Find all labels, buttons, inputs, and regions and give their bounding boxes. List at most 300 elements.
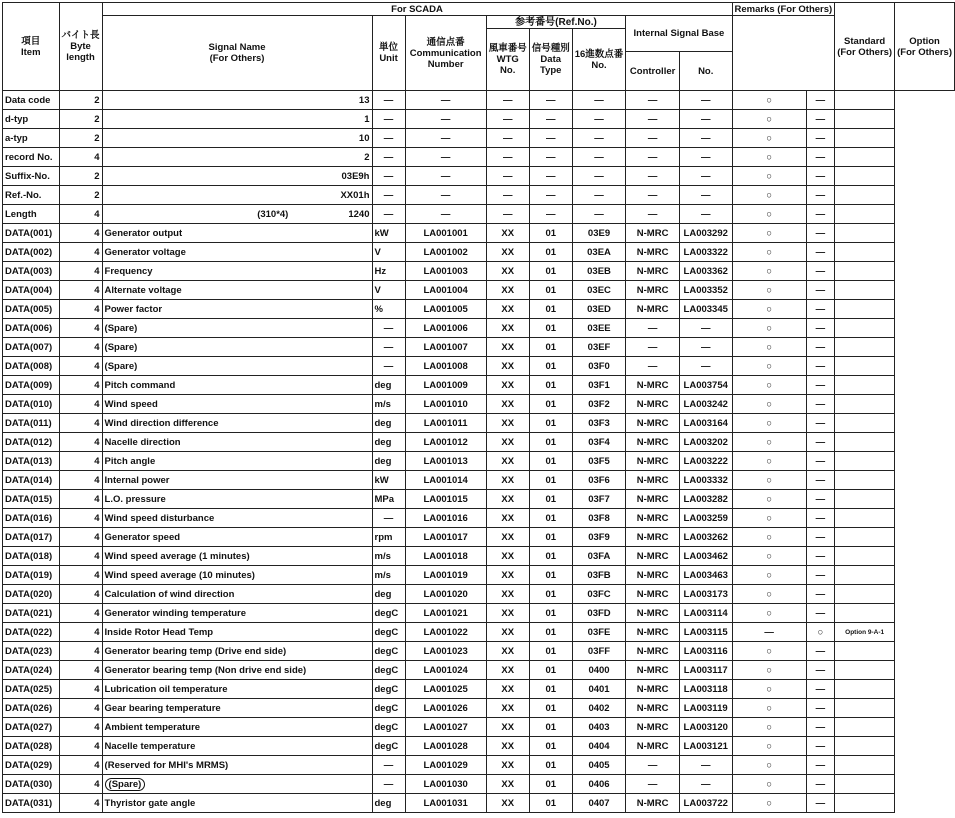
isb-no-cell: LA003462 [679,547,732,566]
option-note-cell [835,585,895,604]
table-row [3,357,955,376]
option-note-cell [835,205,895,224]
comm-number-cell: LA001004 [405,281,486,300]
hex-no-cell: 03EE [572,319,626,338]
option-note-cell [835,224,895,243]
wtg-no-cell: XX [486,452,529,471]
item-cell: DATA(014) [3,471,60,490]
controller-cell: N-MRC [626,794,680,813]
comm-number-cell: LA001013 [405,452,486,471]
option-cell: — [806,243,835,262]
hex-no-cell: 0404 [572,737,626,756]
controller-cell: — [626,91,680,110]
standard-cell: ○ [732,699,806,718]
controller-cell: N-MRC [626,623,680,642]
standard-cell: ○ [732,433,806,452]
standard-cell: ○ [732,110,806,129]
signal-name: Wind speed average (10 minutes) [104,569,255,581]
byte-length-cell: 4 [59,148,102,167]
wtg-no-header: 風車番号 WTG No. [486,29,529,91]
table-row [3,528,955,547]
isb-no-header: No. [679,52,732,91]
byte-length-cell: 2 [59,91,102,110]
signal-name: Generator output [104,227,183,239]
controller-cell: N-MRC [626,414,680,433]
item-cell: DATA(025) [3,680,60,699]
hex-no-cell: 03FC [572,585,626,604]
signal-name-cell [102,91,372,110]
standard-cell: ○ [732,471,806,490]
comm-number-cell: — [405,148,486,167]
standard-cell: ○ [732,718,806,737]
internal-signal-base-header: Internal Signal Base [626,16,732,52]
option-note-cell [835,794,895,813]
hex-no-cell: 0406 [572,775,626,794]
option-cell: — [806,547,835,566]
item-cell: DATA(008) [3,357,60,376]
data-type-cell: 01 [529,509,572,528]
data-type-cell: 01 [529,395,572,414]
table-row [3,737,955,756]
unit-cell: kW [372,471,405,490]
comm-number-cell: LA001023 [405,642,486,661]
signal-name-cell [102,452,372,471]
item-cell: DATA(009) [3,376,60,395]
controller-cell: — [626,357,680,376]
table-row [3,262,955,281]
item-cell: DATA(015) [3,490,60,509]
signal-name-cell [102,281,372,300]
hex-no-cell: — [572,167,626,186]
wtg-no-cell: — [486,186,529,205]
byte-length-cell: 4 [59,471,102,490]
option-cell: — [806,604,835,623]
unit-cell: — [372,509,405,528]
isb-no-cell: LA003114 [679,604,732,623]
isb-no-cell: LA003121 [679,737,732,756]
unit-cell: degC [372,642,405,661]
hex-no-cell: 03F8 [572,509,626,528]
item-cell: DATA(021) [3,604,60,623]
controller-cell: N-MRC [626,509,680,528]
signal-name-cell [102,756,372,775]
table-row [3,395,955,414]
hex-no-cell: 03F2 [572,395,626,414]
signal-name-cell [102,642,372,661]
item-cell: DATA(017) [3,528,60,547]
comm-number-cell: LA001029 [405,756,486,775]
isb-no-cell: — [679,205,732,224]
option-note-cell [835,243,895,262]
item-cell: DATA(023) [3,642,60,661]
signal-name: Generator speed [104,531,181,543]
byte-length-cell: 4 [59,224,102,243]
standard-cell: ○ [732,680,806,699]
isb-no-cell: — [679,110,732,129]
byte-length-cell: 4 [59,414,102,433]
wtg-no-cell: XX [486,509,529,528]
option-cell: — [806,490,835,509]
isb-no-cell: LA003259 [679,509,732,528]
signal-value: 2 [364,151,370,163]
table-row [3,167,955,186]
controller-cell: N-MRC [626,300,680,319]
option-note-cell [835,756,895,775]
unit-cell: — [372,756,405,775]
table-row [3,642,955,661]
isb-no-cell: LA003352 [679,281,732,300]
option-cell: ○ [806,623,835,642]
isb-no-cell: LA003322 [679,243,732,262]
standard-cell: ○ [732,490,806,509]
byte-length-cell: 2 [59,129,102,148]
controller-cell: — [626,167,680,186]
table-row [3,566,955,585]
option-note-cell [835,395,895,414]
signal-name: Generator voltage [104,246,186,258]
signal-name: Wind speed average (1 minutes) [104,550,250,562]
table-body [3,91,955,813]
table-row [3,433,955,452]
byte-length-header: バイト長 Byte length [59,3,102,91]
item-cell: DATA(003) [3,262,60,281]
option-note-cell [835,528,895,547]
standard-cell: ○ [732,566,806,585]
signal-name: Pitch angle [104,455,156,467]
isb-no-cell: LA003222 [679,452,732,471]
standard-cell: ○ [732,205,806,224]
wtg-no-cell: XX [486,718,529,737]
table-row [3,585,955,604]
data-type-cell: 01 [529,756,572,775]
signal-name: Wind direction difference [104,417,219,429]
option-cell: — [806,699,835,718]
data-type-cell: 01 [529,566,572,585]
hex-no-cell: 03F3 [572,414,626,433]
item-cell: DATA(024) [3,661,60,680]
standard-header: Standard (For Others) [835,3,895,91]
comm-number-cell: LA001006 [405,319,486,338]
wtg-no-cell: — [486,110,529,129]
wtg-no-cell: XX [486,566,529,585]
byte-length-cell: 2 [59,110,102,129]
isb-no-cell: — [679,148,732,167]
hex-no-cell: 03EC [572,281,626,300]
comm-number-cell: LA001014 [405,471,486,490]
signal-name-cell [102,129,372,148]
signal-name-cell [102,585,372,604]
comm-number-cell: LA001031 [405,794,486,813]
hex-no-cell: 03FB [572,566,626,585]
unit-cell: degC [372,604,405,623]
unit-cell: degC [372,623,405,642]
data-type-cell: 01 [529,414,572,433]
byte-length-cell: 4 [59,243,102,262]
comm-number-cell: LA001020 [405,585,486,604]
item-cell: Length [3,205,60,224]
data-type-cell: 01 [529,585,572,604]
hex-no-cell: — [572,186,626,205]
hex-no-cell: 03EA [572,243,626,262]
standard-cell: ○ [732,281,806,300]
byte-length-cell: 4 [59,604,102,623]
unit-cell: — [372,91,405,110]
item-cell: DATA(016) [3,509,60,528]
signal-name: Frequency [104,265,153,277]
byte-length-cell: 2 [59,186,102,205]
option-note-cell [835,737,895,756]
comm-number-cell: LA001024 [405,661,486,680]
comm-number-cell: LA001005 [405,300,486,319]
signal-name-cell [102,471,372,490]
table-row [3,547,955,566]
comm-number-header: 通信点番 Communication Number [405,16,486,91]
signal-name: Gear bearing temperature [104,702,221,714]
controller-cell: N-MRC [626,661,680,680]
byte-length-cell: 4 [59,357,102,376]
byte-length-cell: 4 [59,642,102,661]
option-note-cell [835,775,895,794]
data-type-cell: 01 [529,794,572,813]
hex-no-cell: 0400 [572,661,626,680]
unit-cell: degC [372,699,405,718]
option-note-cell [835,129,895,148]
byte-length-cell: 4 [59,490,102,509]
option-cell: — [806,528,835,547]
table-row [3,129,955,148]
option-cell: — [806,509,835,528]
byte-length-cell: 4 [59,433,102,452]
byte-length-cell: 4 [59,547,102,566]
unit-cell: V [372,281,405,300]
isb-no-cell: LA003116 [679,642,732,661]
option-cell: — [806,224,835,243]
option-cell: — [806,585,835,604]
comm-number-cell: — [405,186,486,205]
signal-name-cell [102,547,372,566]
controller-cell: N-MRC [626,490,680,509]
data-type-cell: 01 [529,357,572,376]
controller-cell: — [626,110,680,129]
item-cell: DATA(006) [3,319,60,338]
table-row [3,623,955,642]
wtg-no-cell: XX [486,756,529,775]
wtg-no-cell: XX [486,490,529,509]
comm-number-cell: LA001027 [405,718,486,737]
signal-name: (Spare) [104,360,138,372]
data-type-cell: 01 [529,604,572,623]
comm-number-cell: LA001003 [405,262,486,281]
byte-length-cell: 4 [59,300,102,319]
signal-name: (Spare) [104,322,138,334]
item-cell: Suffix-No. [3,167,60,186]
unit-cell: m/s [372,395,405,414]
wtg-no-cell: XX [486,528,529,547]
signal-name: Nacelle temperature [104,740,196,752]
table-row [3,680,955,699]
controller-cell: — [626,186,680,205]
data-type-cell: 01 [529,775,572,794]
isb-no-cell: LA003282 [679,490,732,509]
wtg-no-cell: XX [486,319,529,338]
wtg-no-cell: XX [486,737,529,756]
wtg-no-cell: — [486,129,529,148]
signal-name: Wind speed [104,398,158,410]
unit-cell: % [372,300,405,319]
signal-name-header: Signal Name (For Others) [102,16,372,91]
byte-length-cell: 4 [59,623,102,642]
comm-number-cell: LA001012 [405,433,486,452]
item-cell: DATA(005) [3,300,60,319]
table-row [3,699,955,718]
remarks-header: Remarks (For Others) [732,3,835,16]
controller-cell: N-MRC [626,566,680,585]
wtg-no-cell: XX [486,414,529,433]
signal-name-cell [102,395,372,414]
option-cell: — [806,91,835,110]
signal-name: (Spare) [104,341,138,353]
signal-name: Internal power [104,474,170,486]
signal-name-cell [102,262,372,281]
comm-number-cell: LA001007 [405,338,486,357]
item-cell: DATA(031) [3,794,60,813]
signal-name: Generator bearing temp (Drive end side) [104,645,287,657]
item-cell: DATA(026) [3,699,60,718]
controller-cell: N-MRC [626,718,680,737]
hex-no-cell: 03F5 [572,452,626,471]
controller-cell: N-MRC [626,604,680,623]
controller-cell: — [626,338,680,357]
table-row [3,756,955,775]
signal-note: (310*4) [257,208,289,220]
option-cell: — [806,661,835,680]
unit-cell: degC [372,718,405,737]
comm-number-cell: — [405,110,486,129]
isb-no-cell: — [679,129,732,148]
option-note-cell [835,300,895,319]
unit-cell: — [372,205,405,224]
comm-number-cell: LA001021 [405,604,486,623]
data-type-cell: 01 [529,281,572,300]
option-note-cell [835,148,895,167]
wtg-no-cell: XX [486,775,529,794]
controller-cell: N-MRC [626,243,680,262]
option-note-cell [835,452,895,471]
signal-value: XX01h [340,189,370,201]
hex-no-cell: 03FD [572,604,626,623]
data-type-cell: — [529,148,572,167]
option-note-cell [835,110,895,129]
item-cell: DATA(004) [3,281,60,300]
signal-name: (Spare) [105,778,146,791]
table-row [3,338,955,357]
data-type-cell: 01 [529,661,572,680]
standard-cell: ○ [732,528,806,547]
isb-no-cell: — [679,775,732,794]
signal-name: Pitch command [104,379,176,391]
standard-cell: ○ [732,186,806,205]
signal-name-cell [102,528,372,547]
option-cell: — [806,395,835,414]
item-cell: DATA(018) [3,547,60,566]
signal-name-cell [102,737,372,756]
wtg-no-cell: XX [486,300,529,319]
comm-number-cell: LA001025 [405,680,486,699]
option-cell: — [806,376,835,395]
data-type-cell: 01 [529,452,572,471]
data-type-cell: 01 [529,737,572,756]
controller-cell: N-MRC [626,224,680,243]
option-cell: — [806,775,835,794]
comm-number-cell: LA001009 [405,376,486,395]
isb-no-cell: LA003119 [679,699,732,718]
option-note-cell [835,471,895,490]
option-note-cell [835,699,895,718]
table-row [3,661,955,680]
byte-length-cell: 4 [59,262,102,281]
option-note-cell [835,376,895,395]
option-note-cell [835,566,895,585]
option-cell: — [806,205,835,224]
controller-cell: N-MRC [626,680,680,699]
data-type-cell: 01 [529,319,572,338]
comm-number-cell: LA001002 [405,243,486,262]
byte-length-cell: 4 [59,452,102,471]
item-cell: DATA(012) [3,433,60,452]
signal-name: Nacelle direction [104,436,181,448]
signal-name: Power factor [104,303,163,315]
unit-cell: — [372,110,405,129]
option-cell: — [806,281,835,300]
controller-header: Controller [626,52,680,91]
option-cell: — [806,357,835,376]
controller-cell: — [626,205,680,224]
controller-cell: N-MRC [626,471,680,490]
isb-no-cell: LA003242 [679,395,732,414]
wtg-no-cell: XX [486,623,529,642]
hex-no-cell: 03F1 [572,376,626,395]
standard-cell: ○ [732,129,806,148]
unit-cell: — [372,319,405,338]
standard-cell: ○ [732,357,806,376]
standard-cell: ○ [732,300,806,319]
signal-name: Ambient temperature [104,721,201,733]
signal-value: 13 [358,94,370,106]
standard-cell: ○ [732,224,806,243]
hex-no-cell: 03F0 [572,357,626,376]
data-type-header: 信号種別 Data Type [529,29,572,91]
data-type-cell: 01 [529,528,572,547]
unit-cell: deg [372,452,405,471]
comm-number-cell: — [405,167,486,186]
data-type-cell: 01 [529,623,572,642]
byte-length-cell: 2 [59,167,102,186]
option-note-cell [835,661,895,680]
isb-no-cell: LA003173 [679,585,732,604]
item-cell: DATA(028) [3,737,60,756]
isb-no-cell: LA003202 [679,433,732,452]
standard-cell: ○ [732,148,806,167]
ref-no-header: 参考番号(Ref.No.) [486,16,626,29]
isb-no-cell: — [679,756,732,775]
unit-cell: kW [372,224,405,243]
signal-name-cell [102,566,372,585]
unit-cell: deg [372,414,405,433]
item-cell: DATA(011) [3,414,60,433]
table-row [3,490,955,509]
signal-value: 10 [358,132,370,144]
comm-number-cell: LA001011 [405,414,486,433]
